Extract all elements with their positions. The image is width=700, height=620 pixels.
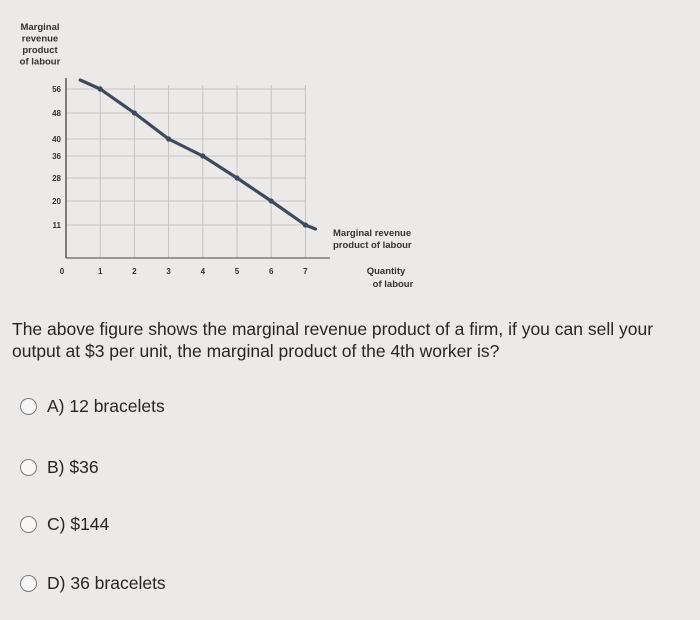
y-tick-label: 20 (52, 197, 61, 206)
y-tick-label: 36 (52, 152, 61, 161)
data-point (166, 136, 171, 141)
x-tick-label: 2 (132, 267, 137, 276)
radio-b-icon[interactable] (20, 459, 37, 476)
data-point (200, 153, 205, 158)
data-point (269, 198, 274, 203)
option-a[interactable] (20, 396, 165, 417)
y-tick-label: 56 (52, 85, 61, 94)
y-tick-label: 11 (52, 221, 61, 230)
question-text: The above figure shows the marginal revenue product of a firm, if you can sell your output at $3 per unit, the marginal product of the 4th worker is? (12, 319, 654, 361)
option-c[interactable] (20, 514, 109, 535)
mrp-chart (0, 0, 440, 300)
option-d-label: D) 36 bracelets (47, 573, 166, 593)
y-tick-label: 40 (52, 135, 61, 144)
option-b-label: B) $36 (47, 457, 99, 477)
x-tick-label: 1 (97, 267, 103, 276)
x-tick-label: 6 (268, 267, 274, 276)
data-point (98, 86, 103, 91)
radio-c-icon[interactable] (20, 516, 37, 533)
option-a-label: A) 12 bracelets (47, 396, 165, 416)
data-point (132, 110, 137, 115)
x-tick-label: 7 (303, 267, 308, 276)
y-tick-label: 28 (52, 174, 61, 183)
option-d[interactable] (20, 573, 166, 594)
x-axis-label: Quantity of labour (366, 266, 414, 290)
y-axis-label: Marginal revenue product of labour (19, 22, 61, 68)
mrp-curve (80, 80, 315, 229)
data-point (303, 222, 308, 227)
x-tick-label: 4 (200, 267, 206, 276)
curve-label: Marginal revenue product of labour (333, 228, 412, 251)
radio-a-icon[interactable] (20, 398, 37, 415)
y-tick-label: 48 (52, 109, 61, 118)
radio-d-icon[interactable] (20, 575, 37, 592)
option-c-label: C) $144 (47, 514, 110, 534)
x-tick-label: 5 (234, 267, 240, 276)
data-point (234, 175, 239, 180)
x-tick-label: 0 (59, 267, 65, 276)
option-b[interactable] (20, 457, 99, 478)
x-tick-label: 3 (166, 267, 171, 276)
